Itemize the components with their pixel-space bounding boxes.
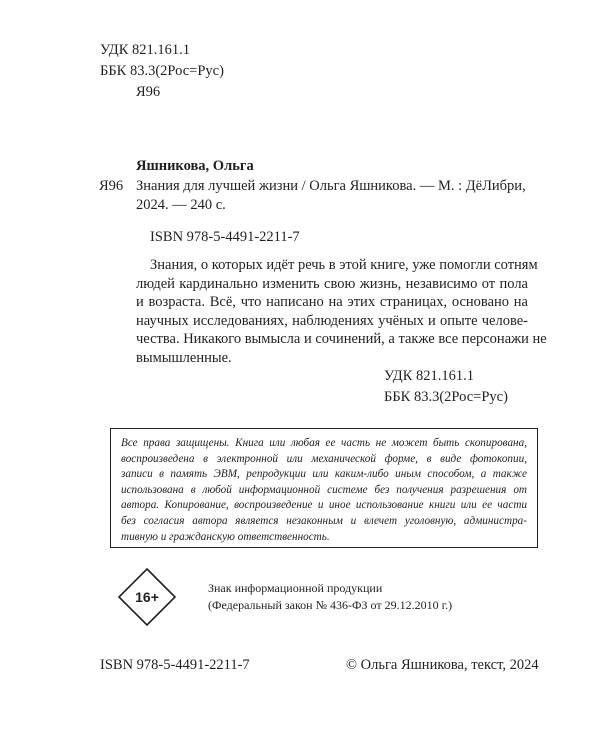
record-isbn: ISBN 978-5-4491-2211-7 bbox=[150, 229, 300, 245]
age-rating-sign bbox=[117, 567, 177, 627]
annotation-line: Знания, о которых идёт речь в этой книге, уже помогли сотням bbox=[150, 257, 538, 273]
age-info-line-2: (Федеральный закон № 436-ФЗ от 29.12.2010 г.) bbox=[208, 598, 453, 612]
rights-line: автора. Копирование, воспроизведение и иное использование книги или ее части bbox=[121, 499, 527, 512]
annotation-line: людей кардинально изменить свою жизнь, независимо от пола bbox=[136, 275, 528, 292]
right-classification-codes bbox=[384, 366, 508, 408]
udk-code-right: УДК 821.161.1 bbox=[384, 368, 474, 384]
bbk-code: ББК 83.3(2Рос=Рус) bbox=[100, 63, 224, 79]
title-line-2: 2024. — 240 с. bbox=[136, 197, 226, 213]
top-classification-codes bbox=[100, 40, 224, 103]
copyright-notice: © Ольга Яшникова, текст, 2024 bbox=[346, 657, 539, 673]
annotation-line: вымышленные. bbox=[136, 349, 232, 366]
annotation-line: научных исследованиях, наблюдениях учёных и опыте челове- bbox=[136, 312, 528, 329]
author-name: Яшникова, Ольга bbox=[136, 158, 254, 174]
rights-line: воспроизведена в электронной или механической форме, в виде фотокопии, bbox=[121, 452, 527, 465]
age-rating-info bbox=[208, 580, 452, 614]
cutter-code: Я96 bbox=[136, 84, 161, 100]
udk-code: УДК 821.161.1 bbox=[100, 42, 190, 58]
footer-isbn: ISBN 978-5-4491-2211-7 bbox=[100, 657, 250, 673]
rights-notice-box bbox=[110, 428, 538, 548]
age-rating-label: 16+ bbox=[135, 589, 159, 605]
rights-line: использована в любой информационной системе без получения разрешения от bbox=[121, 483, 527, 496]
annotation-line: и возраста. Всё, что написано на этих страницах, основано на bbox=[136, 294, 528, 310]
annotation-paragraph bbox=[136, 256, 547, 367]
age-info-line-1: Знак информационной продукции bbox=[208, 581, 383, 595]
bbk-code-right: ББК 83.3(2Рос=Рус) bbox=[384, 389, 508, 405]
rights-line: Все права защищены. Книга или любая ее часть не может быть скопирована, bbox=[121, 437, 527, 449]
rights-line: тивную и гражданскую ответственность. bbox=[121, 530, 330, 543]
title-line-1: Знания для лучшей жизни / Ольга Яшникова. — М. : ДёЛибри, bbox=[136, 178, 526, 194]
record-cutter-code: Я96 bbox=[99, 178, 124, 194]
annotation-line: чества. Никакого вымысла и сочинений, а также все персонажи не bbox=[136, 331, 547, 347]
rights-line: без согласия автора является незаконным и влечет уголовную, администра- bbox=[121, 514, 527, 527]
rights-line: записи в память ЭВМ, репродукции или каким-либо иным способом, а также bbox=[121, 468, 527, 481]
